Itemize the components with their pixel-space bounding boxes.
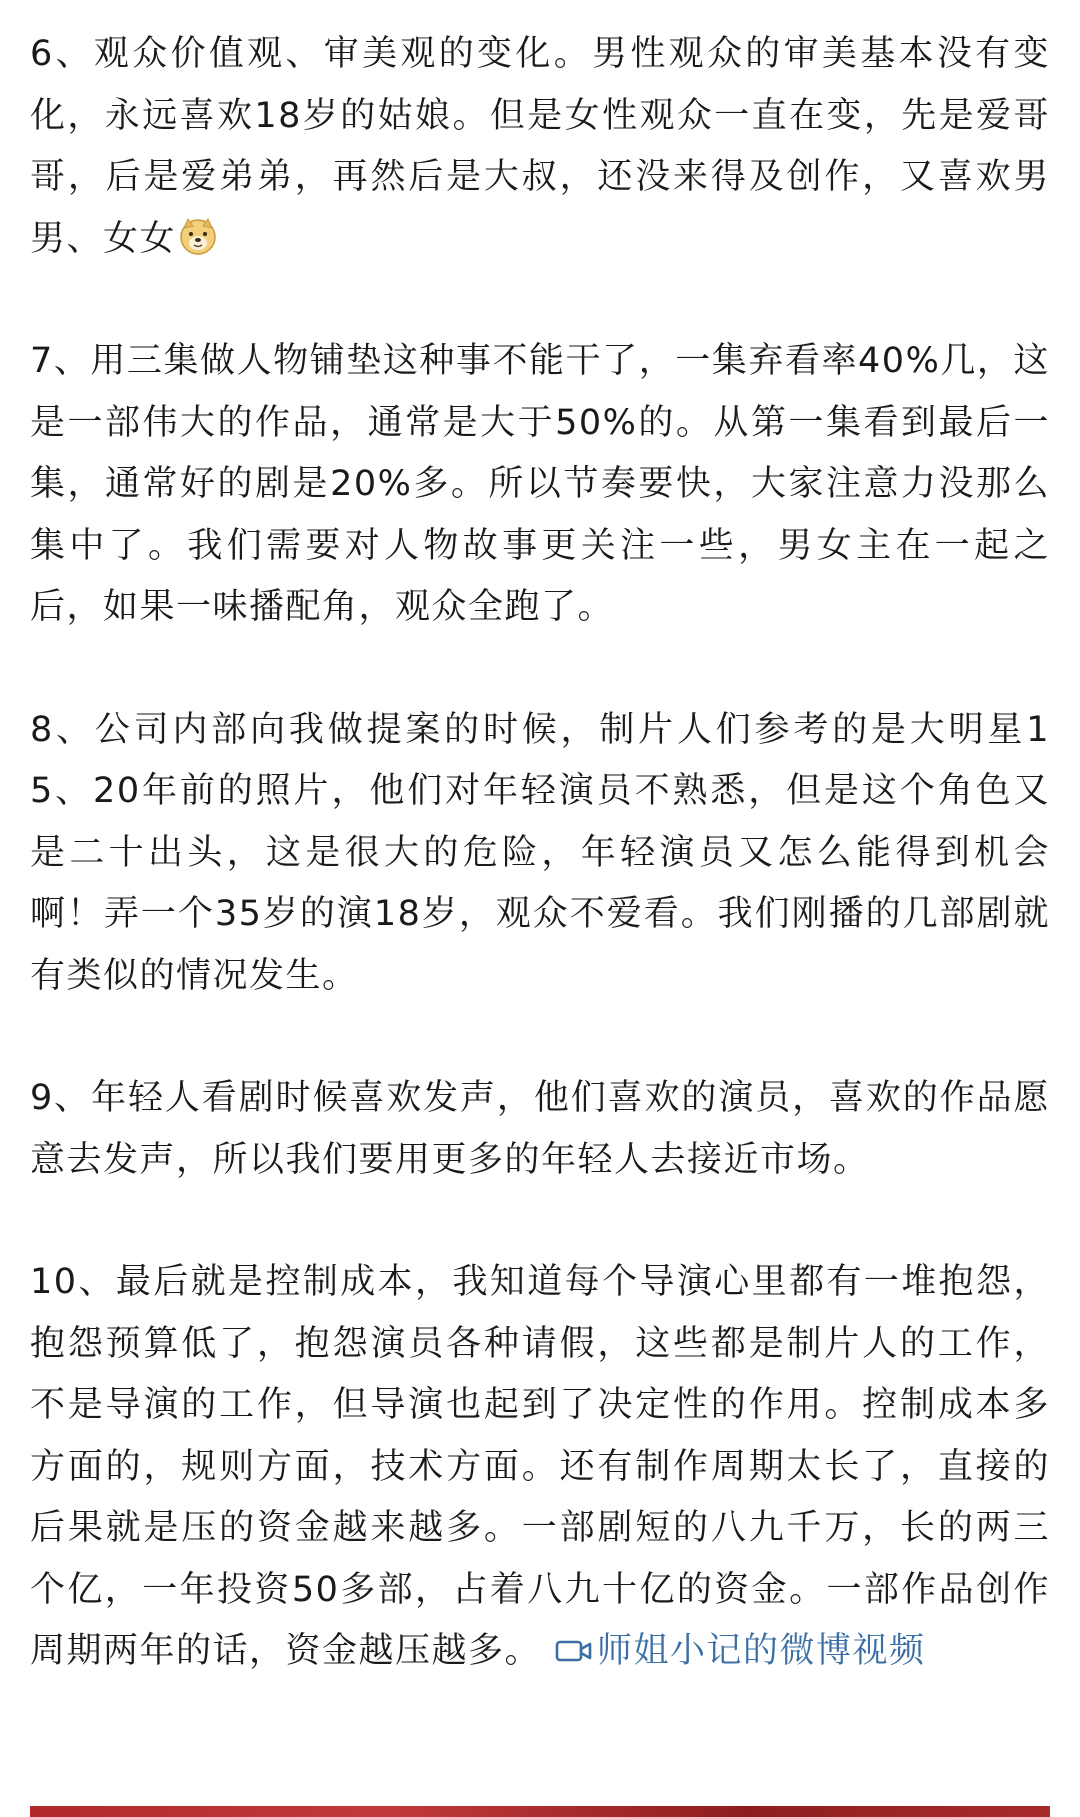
video-icon bbox=[555, 1636, 593, 1666]
paragraph-8-text: 8、公司内部向我做提案的时候，制片人们参考的是大明星15、20年前的照片，他们对年轻演员不熟悉，但是这个角色又是二十出头，这是很大的危险，年轻演员又怎么能得到机会啊！弄一个35岁的演18岁，观众不爱看。我们刚播的几部剧就有类似的情况发生。 bbox=[30, 709, 1050, 996]
paragraph-6-text: 6、观众价值观、审美观的变化。男性观众的审美基本没有变化，永远喜欢18岁的姑娘。但是女性观众一直在变，先是爱哥哥，后是爱弟弟，再然后是大叔，还没来得及创作，又喜欢男男、女女 bbox=[30, 34, 1050, 259]
paragraph-7 bbox=[30, 331, 1050, 639]
post-body bbox=[30, 24, 1050, 1683]
paragraph-9 bbox=[30, 1068, 1050, 1191]
paragraph-10 bbox=[30, 1252, 1050, 1683]
attached-image-preview[interactable] bbox=[30, 1806, 1050, 1817]
paragraph-10-text: 10、最后就是控制成本，我知道每个导演心里都有一堆抱怨，抱怨预算低了，抱怨演员各种请假，这些都是制片人的工作，不是导演的工作，但导演也起到了决定性的作用。控制成本多方面的，规则方面，技术方面。还有制作周期太长了，直接的后果就是压的资金越来越多。一部剧短的八九千万，长的两三个亿，一年投资50多部，占着八九十亿的资金。一部作品创作周期两年的话，资金越压越多。 bbox=[30, 1262, 1050, 1671]
weibo-video-link[interactable] bbox=[555, 1631, 926, 1671]
doge-emoji-icon bbox=[178, 216, 218, 256]
paragraph-7-text: 7、用三集做人物铺垫这种事不能干了，一集弃看率40%几，这是一部伟大的作品，通常是大于50%的。从第一集看到最后一集，通常好的剧是20%多。所以节奏要快，大家注意力没那么集中了。我们需要对人物故事更关注一些，男女主在一起之后，如果一味播配角，观众全跑了。 bbox=[30, 341, 1050, 627]
paragraph-9-text: 9、年轻人看剧时候喜欢发声，他们喜欢的演员，喜欢的作品愿意去发声，所以我们要用更多的年轻人去接近市场。 bbox=[30, 1078, 1050, 1180]
paragraph-6 bbox=[30, 24, 1050, 270]
weibo-video-link-label: 师姐小记的微博视频 bbox=[597, 1631, 926, 1671]
paragraph-8 bbox=[30, 700, 1050, 1008]
